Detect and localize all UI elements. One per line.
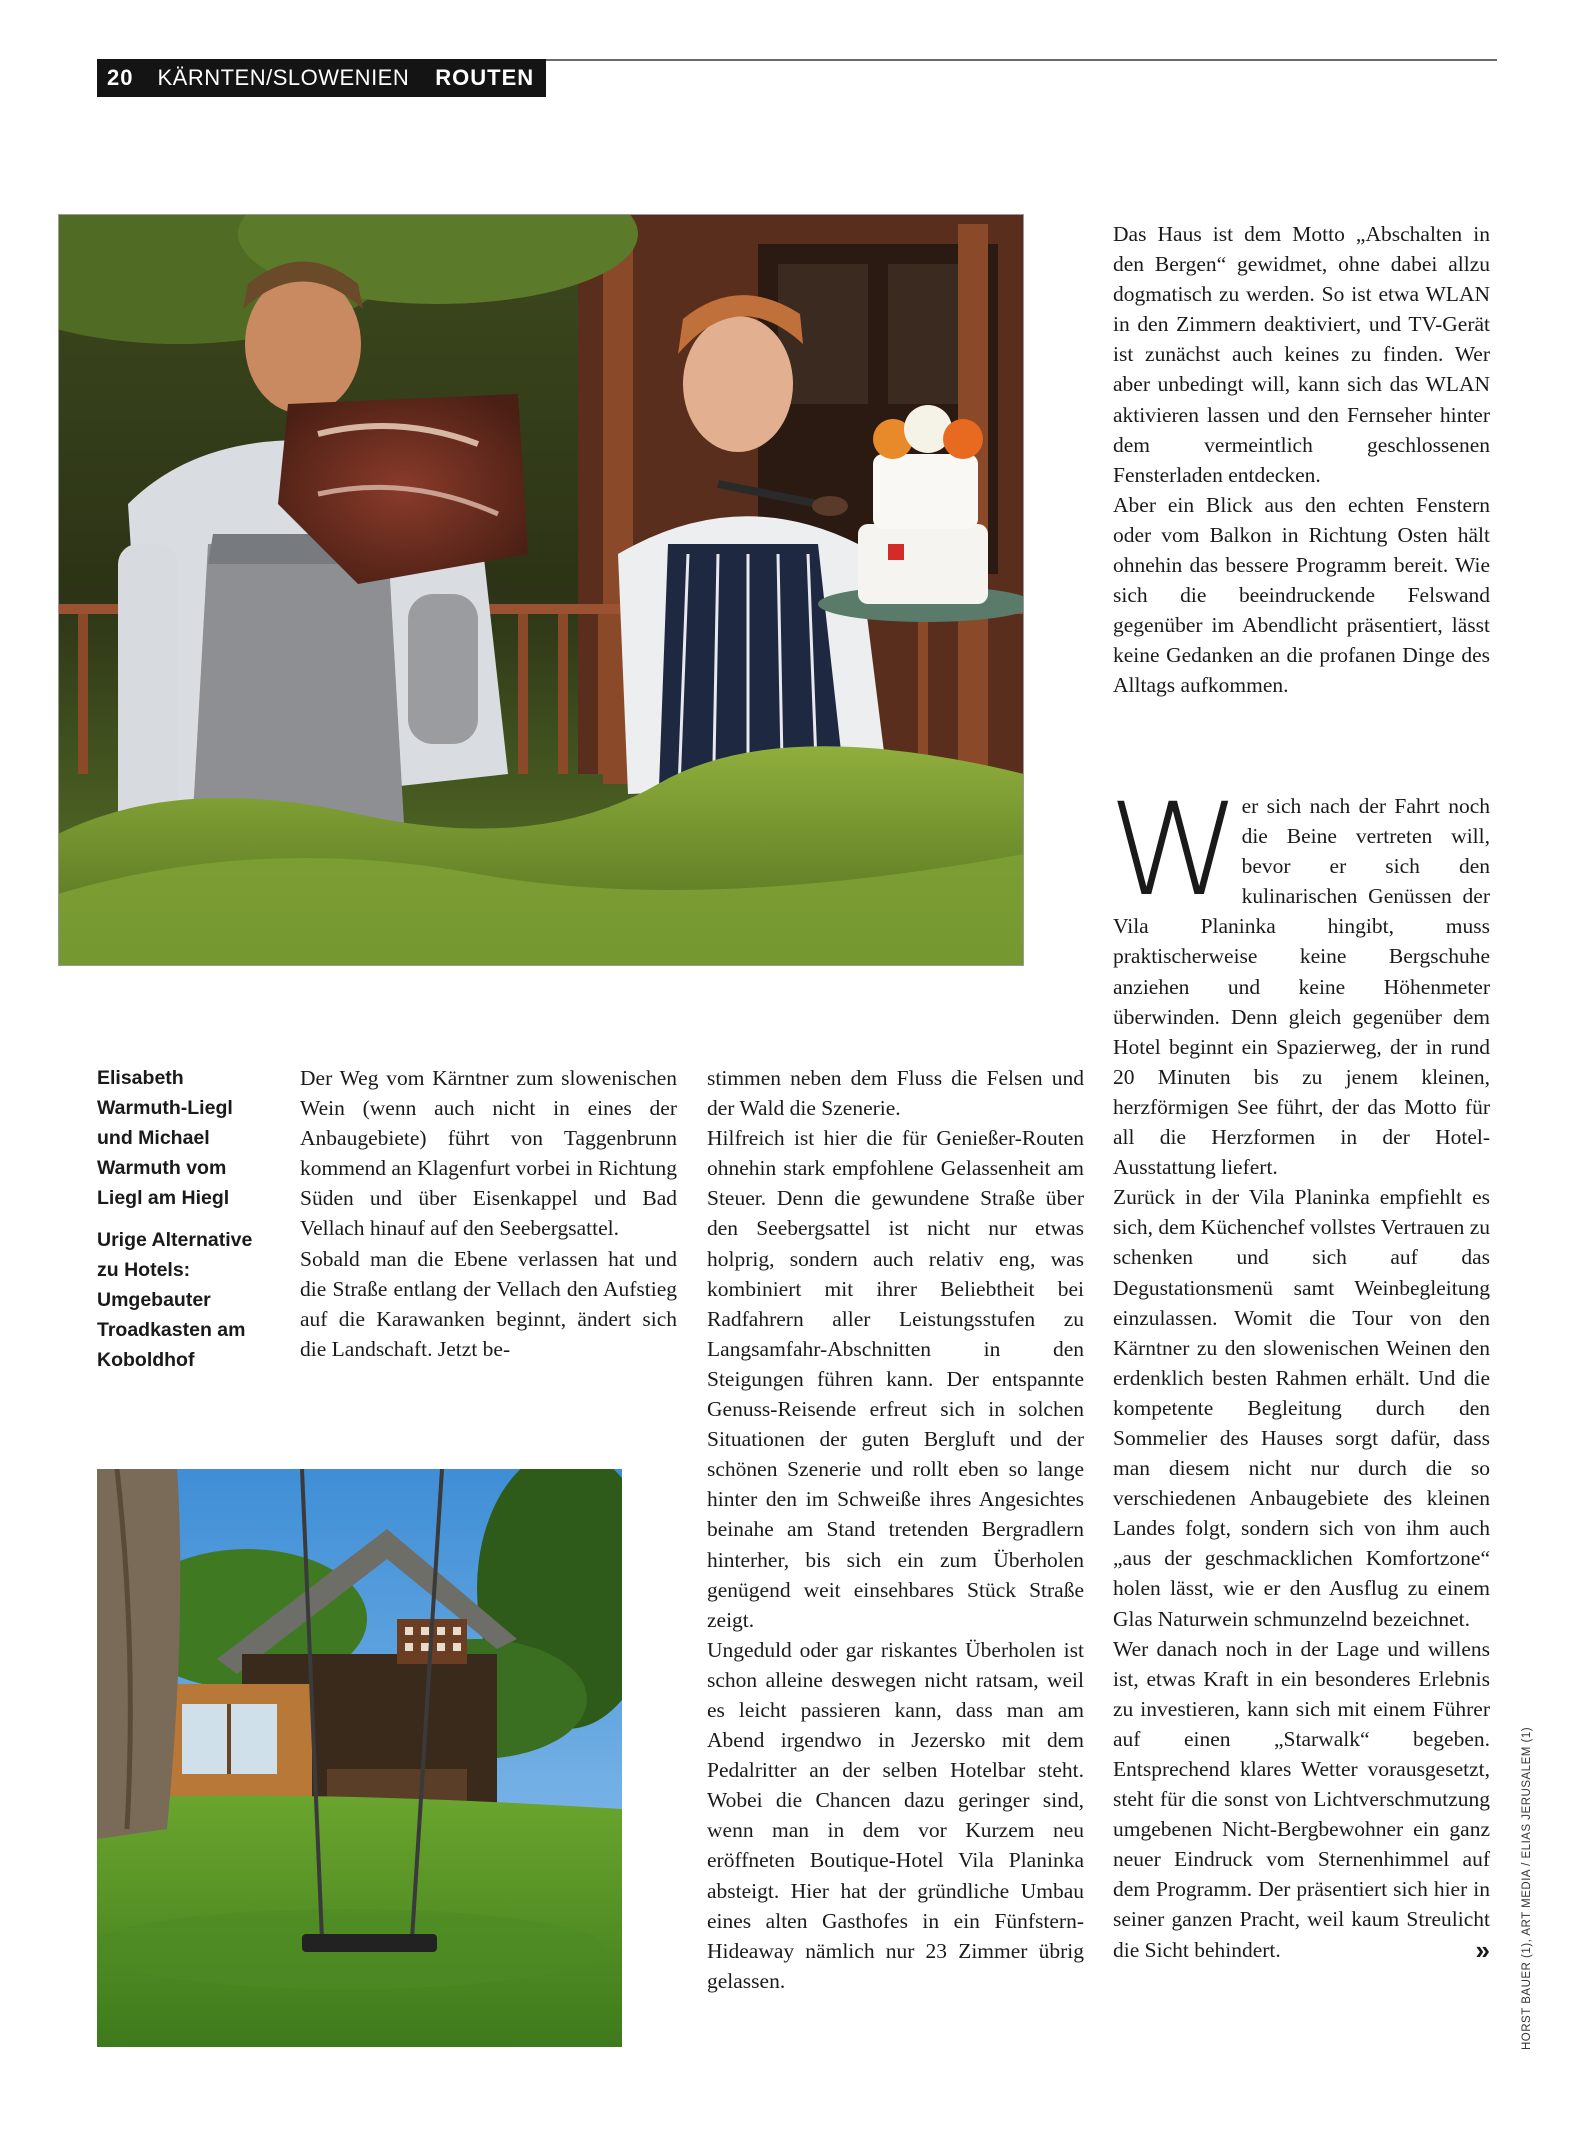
paragraph: Ungeduld oder gar riskantes Überholen ist schon alleine deswegen nicht ratsam, weil es leicht passieren kann, dass man am Abend irgendwo in Jezersko mit dem Pedalritter an der selben Hotelbar steht. Wobei die Chancen dazu geringer sind, wenn man in dem vor Kurzem neu eröffneten Boutique-Hotel Vila Planinka absteigt. Hier hat der gründliche Umbau eines alten Gasthofes in ein Fünfstern-Hideaway nämlich nur 23 Zimmer übrig gelassen. <box>707 1637 1084 1993</box>
photo-credit: HORST BAUER (1), ART MEDIA / ELIAS JERUSALEM (1) <box>1521 1726 1533 2050</box>
paragraph-text: Wer danach noch in der Lage und willens ist, etwas Kraft in ein besonderes Erlebnis zu investieren, kann sich mit einem Führer auf einen „Starwalk“ begeben. Entsprechend klares Wetter vorausgesetzt, steht für die sonst von Lichtverschmutzung umgebenen Nicht-Bergbewohner ein ganz neuer Eindruck vom Sternenhimmel auf dem Programm. Der präsentiert sich hier in seiner ganzen Pracht, weil kaum Streulicht die Sicht behindert. <box>1113 1636 1490 1962</box>
caption-hut: Urige Alternative zu Hotels: Umgebauter Troadkasten am Koboldhof <box>97 1229 253 1371</box>
paragraph: Zurück in der Vila Planinka empfiehlt es sich, dem Küchenchef vollstes Vertrauen zu schenken und sich auf das Degustationsmenü samt Weinbegleitung einzulassen. Womit die Tour von den Kärntner zu den slowenischen Weinen den erdenklich besten Rahmen erhält. Und die kompetente Begleitung durch den Sommelier des Hauses sorgt dafür, dass man diesem nicht nur durch die so verschiedenen Anbaugebiete des kleinen Landes folgt, sondern sich von ihm auch „aus der geschmacklichen Komfortzone“ holen lässt, wie er den Ausflug zu einem Glas Naturwein schmunzelnd bezeichnet. <box>1113 1185 1490 1631</box>
article-column-4 <box>1107 776 1490 1965</box>
page-header <box>97 59 546 97</box>
photo-captions <box>97 1063 272 1387</box>
paragraph: Der Weg vom Kärntner zum slowenischen Wein (wenn auch nicht in eines der Anbaugebiete) führt von Taggenbrunn kommend an Klagenfurt vorbei in Richtung Süden und über Eisenkappel und Bad Vellach hinauf auf den Seebergsattel. <box>300 1066 677 1241</box>
page-number: 20 <box>107 65 134 90</box>
article-column-3 <box>1113 219 1490 701</box>
lead-text: er sich nach der Fahrt noch die Beine vertreten will, bevor er sich den kulinarischen Genüssen der Vila Planinka hingibt, muss praktischerweise keine Bergschuhe anziehen und keine Höhenmeter überwinden. Denn gleich gegenüber dem Hotel beginnt ein Spazierweg, der in rund 20 Minuten bis zu jenem kleinen, herzförmigen See führt, der das Motto für all die Herzformen in der Hotel-Ausstattung liefert. <box>1113 794 1490 1180</box>
hut-photo <box>97 1469 622 2047</box>
paragraph: Hilfreich ist hier die für Genießer-Routen ohnehin stark empfohlene Gelassenheit am Steuer. Denn die gewundene Straße über den Seebergsattel ist nicht nur etwas holprig, sondern auch relativ eng, was kombiniert mit ihrer Beliebtheit bei Radfahrern aller Leistungsstufen zu Langsamfahr-Abschnitten in den Steigungen führen kann. Der entspannte Genuss-Reisende erfreut sich in solchen Situationen der guten Bergluft und der schönen Szenerie und rollt eben so lange hinter den im Schweiße ihres Angesichtes beinahe am Stand tretenden Bergradlern hinterher, bis sich ein zum Überholen genügend weit einsehbares Stück Straße zeigt. <box>707 1126 1084 1632</box>
caption-chefs: Elisabeth Warmuth-Liegl und Michael Warmuth vom Liegl am Hiegl <box>97 1067 233 1209</box>
paragraph: Das Haus ist dem Motto „Abschalten in den Bergen“ gewidmet, ohne dabei allzu dogmatisch zu werden. So ist etwa WLAN in den Zimmern deaktiviert, und TV-Gerät ist zunächst auch keines zu finden. Wer aber unbedingt will, kann sich das WLAN aktivieren lassen und den Fernseher hinter dem vermeintlich geschlossenen Fensterladen entdecken. <box>1113 222 1490 487</box>
chefs-photo <box>58 214 1024 966</box>
article-column-2 <box>707 1063 1084 1996</box>
article-column-1 <box>300 1063 677 1364</box>
section-title: KÄRNTEN/SLOWENIEN <box>157 65 410 90</box>
end-mark-icon: » <box>1475 1934 1490 1965</box>
paragraph <box>1113 1634 1490 1965</box>
paragraph: Sobald man die Ebene verlassen hat und die Straße entlang der Vellach den Aufstieg auf die Karawanken beginnt, ändert sich die Landschaft. Jetzt be- <box>300 1246 677 1361</box>
subsection-title: ROUTEN <box>435 65 535 90</box>
paragraph: Aber ein Blick aus den echten Fenstern oder vom Balkon in Richtung Osten hält ohnehin das bessere Programm bereit. Wie sich die beeindruckende Felswand gegenüber im Abendlicht präsentiert, lässt keine Gedanken an die profanen Dinge des Alltags aufkommen. <box>1113 492 1490 698</box>
drop-cap: W <box>1107 776 1237 925</box>
lead-paragraph <box>1107 776 1490 1182</box>
paragraph: stimmen neben dem Fluss die Felsen und der Wald die Szenerie. <box>707 1066 1084 1121</box>
